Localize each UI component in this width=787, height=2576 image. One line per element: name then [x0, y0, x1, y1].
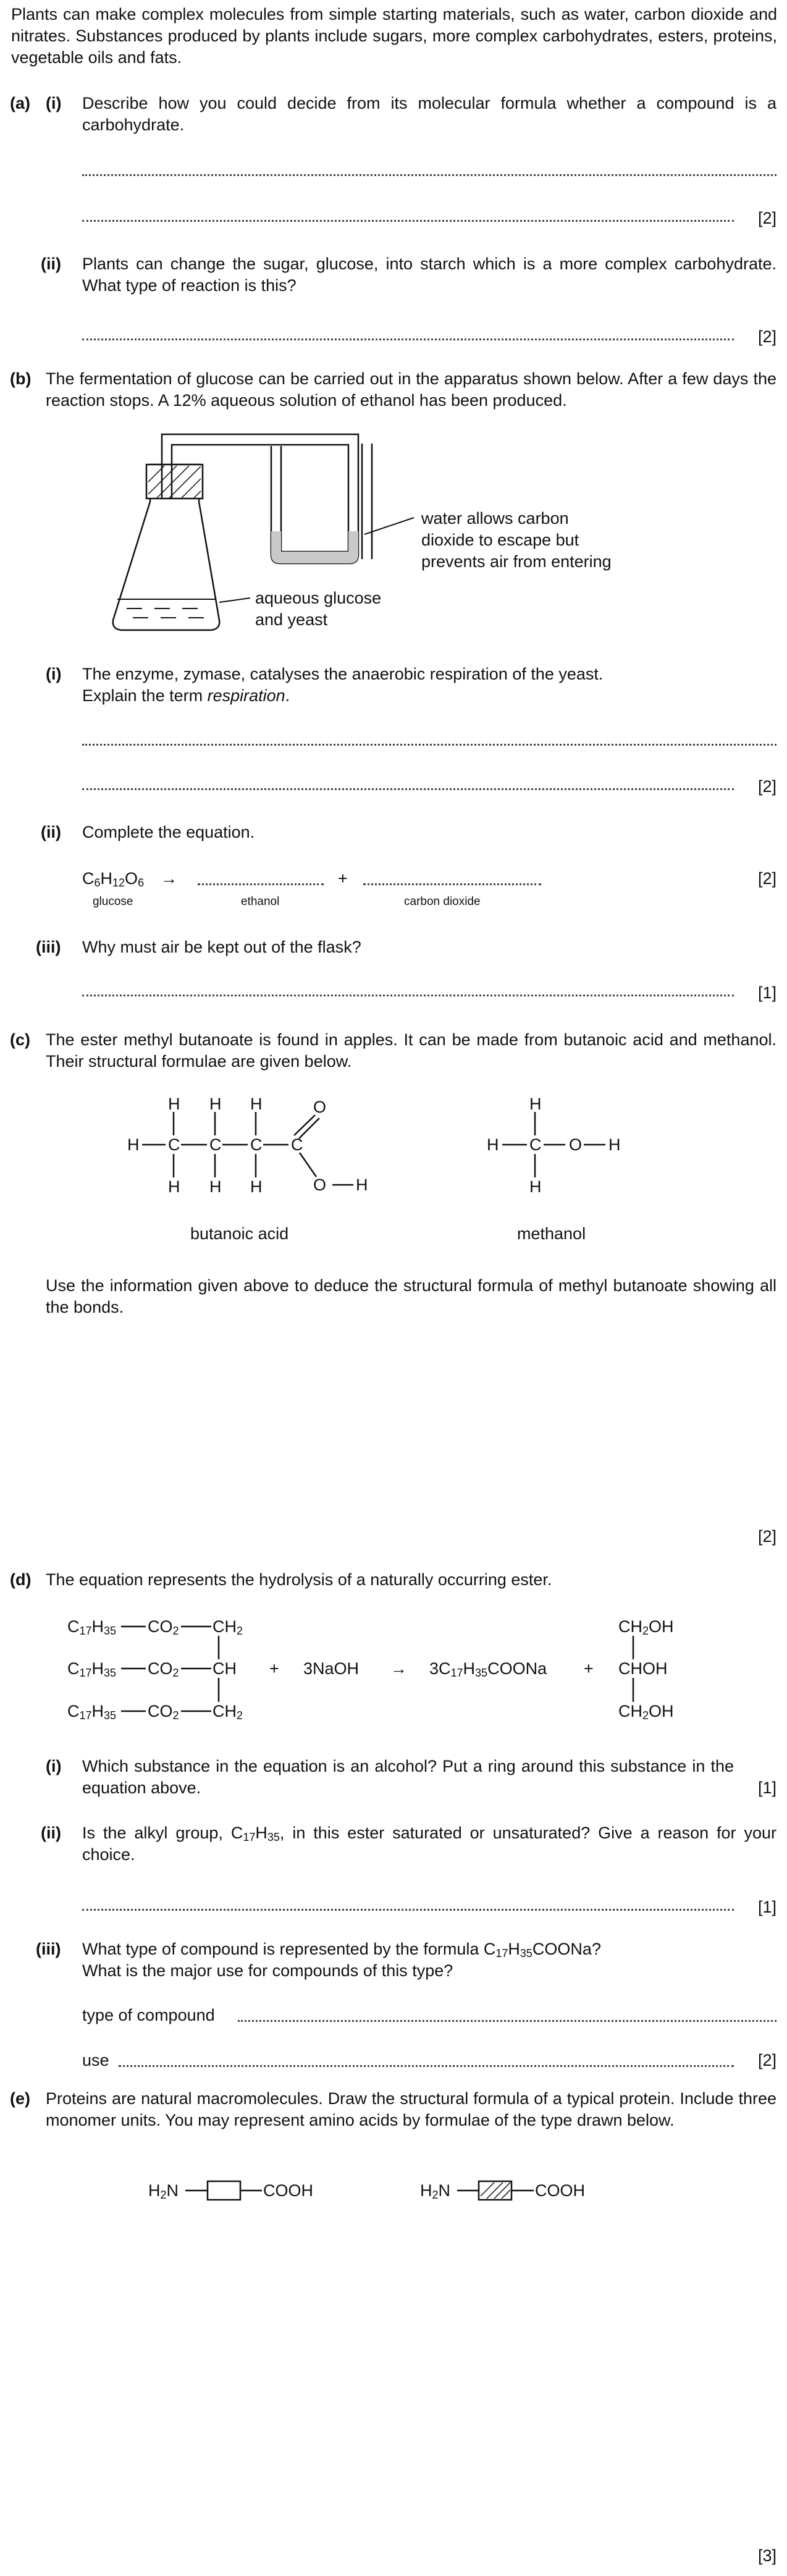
atom-h: H [529, 1095, 542, 1113]
part-b-iii-question: Why must air be kept out of the flask? [82, 938, 361, 956]
atom-c: C [168, 1135, 180, 1154]
amine-group-2: $H_2N$ [420, 2181, 451, 2201]
mark-allocation: [2] [757, 209, 776, 227]
atom-h: H [487, 1135, 499, 1154]
type-of-compound-label: type of compound [82, 2006, 215, 2024]
butanoic-acid-caption: butanoic acid [190, 1224, 289, 1243]
part-c-label: (c) [10, 1030, 30, 1049]
part-a-i-question: Describe how you could decide from its molecular formula whether a compound is a carbohydrate. [82, 94, 776, 134]
ethanol-caption: ethanol [241, 895, 280, 908]
glucose-formula: $C_6H_{12}O_6$ [82, 869, 145, 889]
diagram-label-water-line2: dioxide to escape but [421, 531, 579, 549]
atom-o: O [313, 1098, 327, 1116]
atom-c: C [209, 1135, 222, 1154]
part-b-i-label: (i) [46, 665, 62, 683]
methanol-caption: methanol [517, 1224, 586, 1243]
mark-allocation: [2] [757, 1527, 776, 1546]
glycerol-choh: CHOH [618, 1659, 668, 1678]
atom-o: O [569, 1135, 583, 1154]
atom-c: C [250, 1135, 263, 1154]
diagram-label-glucose-line2: and yeast [255, 610, 328, 629]
atom-h: H [127, 1135, 140, 1154]
part-d-iii-question-line1: What type of compound is represented by the formula $C_{17}H_{35}COONa$? [82, 1940, 601, 1959]
mark-allocation: [1] [757, 1778, 776, 1797]
part-d-iii-label: (iii) [36, 1940, 61, 1958]
part-d-text: The equation represents the hydrolysis of a naturally occurring ester. [46, 1570, 552, 1589]
sodium-hydroxide: 3NaOH [303, 1659, 360, 1678]
glucose-caption: glucose [93, 895, 133, 908]
ester-co2-2: $CO_2$ [148, 1659, 179, 1679]
part-d-ii-label: (ii) [41, 1824, 61, 1842]
plus-sign: + [338, 869, 348, 888]
part-c-instruction: Use the information given above to deduce the structural formula of methyl butanoate showing all the bonds. [46, 1276, 776, 1316]
ester-ch2-1: $CH_2$ [213, 1617, 243, 1637]
ester-co2-1: $CO_2$ [148, 1617, 179, 1637]
part-d-ii-question: Is the alkyl group, $C_{17}H_{35}$, in this ester saturated or unsaturated? Give a reason for your choice. [82, 1824, 776, 1864]
mark-allocation: [2] [757, 2051, 776, 2069]
atom-h: H [209, 1177, 222, 1196]
plus-sign: + [269, 1659, 279, 1678]
diagram-label-glucose-line1: aqueous glucose [255, 589, 382, 607]
part-a-label: (a) [10, 94, 30, 112]
atom-h: H [168, 1177, 180, 1196]
atom-h: H [356, 1176, 368, 1194]
part-b-i-question-line1: The enzyme, zymase, catalyses the anaerobic respiration of the yeast. [82, 665, 604, 683]
reaction-arrow: → [161, 869, 177, 888]
ester-ch: CH [213, 1659, 237, 1678]
mark-allocation: [2] [757, 327, 776, 346]
carboxyl-group-2: COOH [535, 2181, 585, 2200]
part-e-label: (e) [10, 2089, 30, 2108]
part-e-text: Proteins are natural macromolecules. Draw the structural formula of a typical protein. Include three monomer units. You may represent amino acids by formulae of the type drawn below. [46, 2089, 776, 2129]
mark-allocation: [2] [757, 777, 776, 796]
part-d-i-question: Which substance in the equation is an alcohol? Put a ring around this substance in the equation above. [82, 1757, 734, 1797]
ester-alkyl-3: $C_{17}H_{35}$ [67, 1702, 117, 1722]
ester-alkyl-1: $C_{17}H_{35}$ [67, 1617, 117, 1637]
mark-allocation: [2] [757, 869, 776, 888]
part-c-text: The ester methyl butanoate is found in apples. It can be made from butanoic acid and methanol. Their structural formulae are given below. [46, 1030, 776, 1071]
atom-c: C [291, 1135, 303, 1154]
mark-allocation: [1] [757, 1898, 776, 1916]
atom-h: H [250, 1095, 263, 1113]
part-d-i-label: (i) [46, 1757, 62, 1775]
soap-product: $3C_{17}H_{35}COONa$ [429, 1659, 547, 1679]
atom-h: H [608, 1135, 621, 1154]
atom-h: H [168, 1095, 180, 1113]
glycerol-ch2oh-2: $CH_2OH$ [618, 1702, 674, 1722]
atom-c: C [529, 1135, 542, 1154]
carbon-dioxide-caption: carbon dioxide [404, 895, 481, 908]
part-b-text: The fermentation of glucose can be carried out in the apparatus shown below. After a few days the reaction stops. A 12% aqueous solution of ethanol has been produced. [46, 369, 776, 410]
part-b-ii-label: (ii) [41, 823, 61, 841]
part-a-ii-label: (ii) [41, 255, 61, 273]
use-label: use [82, 2051, 109, 2069]
carboxyl-group-1: COOH [263, 2181, 313, 2200]
atom-h: H [529, 1177, 542, 1196]
diagram-label-water-line1: water allows carbon [421, 509, 569, 528]
part-b-ii-question: Complete the equation. [82, 823, 255, 841]
ester-co2-3: $CO_2$ [148, 1702, 179, 1722]
part-d-iii-question-line2: What is the major use for compounds of this type? [82, 1961, 453, 1980]
mark-allocation: [1] [757, 983, 776, 1002]
part-b-i-question-line2: Explain the term respiration. [82, 686, 290, 705]
part-d-label: (d) [10, 1570, 32, 1589]
amine-group-1: $H_2N$ [148, 2181, 179, 2201]
glycerol-ch2oh-1: $CH_2OH$ [618, 1617, 674, 1637]
atom-o: O [313, 1176, 327, 1194]
part-b-label: (b) [10, 369, 32, 388]
diagram-label-water-line3: prevents air from entering [421, 552, 612, 571]
plus-sign: + [584, 1659, 594, 1678]
ester-alkyl-2: $C_{17}H_{35}$ [67, 1659, 117, 1679]
part-a-i-label: (i) [46, 94, 62, 112]
atom-h: H [250, 1177, 263, 1196]
part-a-ii-question: Plants can change the sugar, glucose, into starch which is a more complex carbohydrate. What type of reaction is this? [82, 255, 776, 295]
mark-allocation: [3] [757, 2546, 776, 2565]
atom-h: H [209, 1095, 222, 1113]
part-b-iii-label: (iii) [36, 938, 61, 956]
intro-text: Plants can make complex molecules from simple starting materials, such as water, carbon dioxide and nitrates. Substances produced by plants include sugars, more complex carbohydrates, esters, proteins, vegetable oils and fats. [11, 5, 777, 67]
reaction-arrow: → [390, 1659, 407, 1678]
ester-ch2-3: $CH_2$ [213, 1702, 243, 1722]
